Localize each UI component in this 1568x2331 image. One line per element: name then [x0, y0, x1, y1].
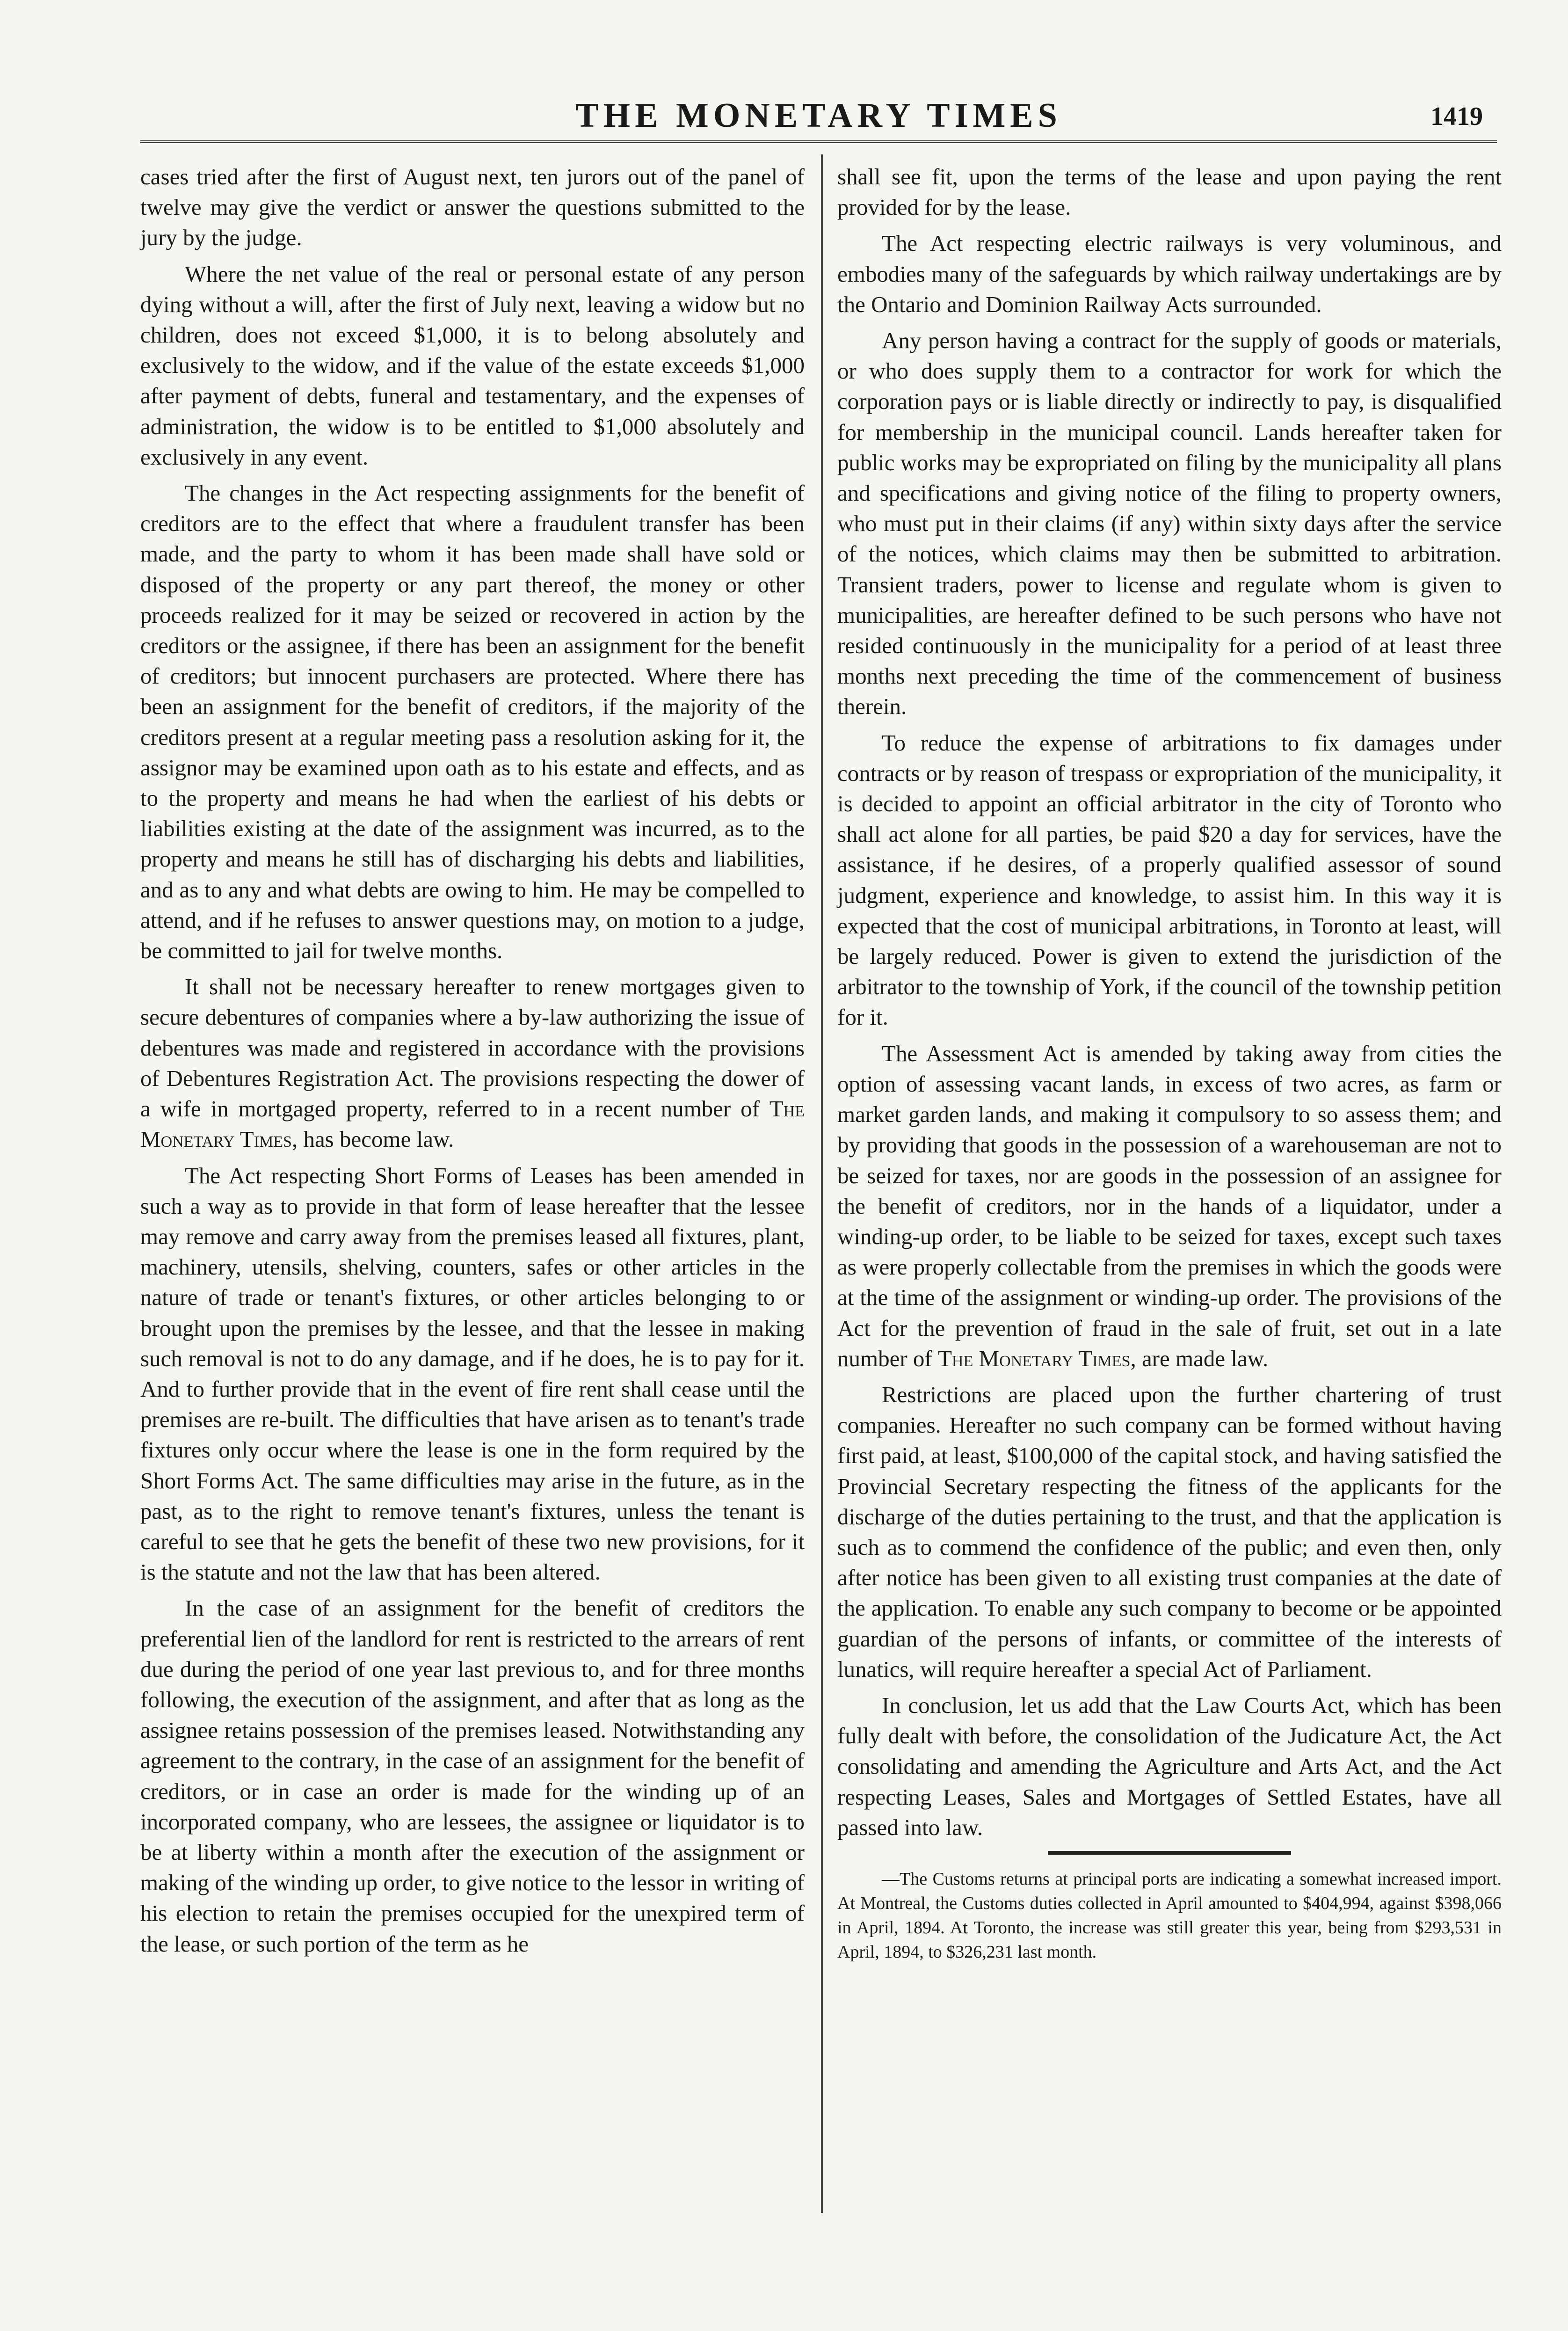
customs-note: —The Customs returns at principal ports are indicating a somewhat increased import. At Montreal, the Customs duties collected in April amounted to $404,994, against $398,066 in April, 1894. At Toronto, the increase was still greater this year, being from $293,531 in April, 1894, to $326,231 last month. — [837, 1869, 1502, 1962]
page-number: 1419 — [1430, 102, 1483, 131]
paragraph: Any person having a contract for the supply of goods or materials, or who does supply them to a contractor for work for which the corporation pays or is liable directly or indirectly to pay, is disqualified for membership in the municipal council. Lands hereafter taken for public works may be expropriated on filing by the municipality all plans and specifications and giving notice of the filing to property owners, who must put in their claims (if any) within sixty days after the service of the notices, which claims may then be submitted to arbitration. Transient traders, power to license and regulate whom is given to municipalities, are hereafter defined to be such persons who have not resided continuously in the municipality for a period of at least three months next preceding the time of the commencement of business therein. — [837, 328, 1502, 720]
paragraph: Where the net value of the real or personal estate of any person dying without a will, after the first of July next, leaving a widow but no children, does not exceed $1,000, it is to belong absolutely and exclusively to the widow, and if the value of the estate exceeds $1,000 after payment of debts, funeral and testamentary, and the expenses of administration, the widow is to be entitled to $1,000 absolutely and exclusively in any event. — [140, 261, 805, 470]
paragraph-text: , has become law. — [291, 1126, 454, 1152]
paragraph: In the case of an assignment for the benefit of creditors the preferential lien of the landlord for rent is restricted to the arrears of rent due during the period of one year last previous to, and for three months following, the execution of the assignment, and after that as long as the assignee retains possession of the premises leased. Notwithstanding any agreement to the contrary, in the case of an assignment for the benefit of creditors, or in case an order is made for the winding up of an incorporated company, who are lessees, the assignee or liquidator is to be at liberty within a month after the execution of the assignment or making of the winding up order, to give notice to the lessor in writing of his election to retain the premises occupied for the unexpired term of the lease, or such portion of the term as he — [140, 1595, 805, 1957]
paragraph — [140, 971, 805, 1154]
paragraph-text: The Assessment Act is amended by taking away from cities the option of assessing vacant lands, in excess of two acres, as farm or market garden lands, and making it compulsory to so assess them; and by providing that goods in the possession of a warehouseman are not to be seized for taxes, nor are goods in the possession of an assignee for the benefit of creditors, nor in the hands of a liquidator, under a winding-up order, to be liable to be seized for taxes, except such taxes as were properly collectable from the premises in which the goods were at the time of the assignment or winding-up order. The provisions of the Act for the prevention of fraud in the sale of fruit, set out in a late number of — [837, 1040, 1502, 1371]
paragraph: To reduce the expense of arbitrations to fix damages under contracts or by reason of trespass or expropriation of the municipality, it is decided to appoint an official arbitrator in the city of Toronto who shall act alone for all parties, be paid $20 a day for services, have the assistance, if he desires, of a properly qualified assessor of sound judgment, experience and knowledge, to assist him. In this way it is expected that the cost of municipal arbitrations, in Toronto at least, will be largely reduced. Power is given to extend the jurisdiction of the arbitrator to the township of York, if the council of the township petition for it. — [837, 729, 1502, 1030]
right-column — [837, 161, 1502, 1970]
paragraph: The Act respecting Short Forms of Leases has been amended in such a way as to provide in that form of lease hereafter that the lessee may remove and carry away from the premises leased all fixtures, plant, machinery, utensils, shelving, counters, safes or other articles in the nature of trade or tenant's fixtures, or other articles belonging to or brought upon the premises by the lessee, and that the lessee in making such removal is not to do any damage, and if he does, he is to pay for it. And to further provide that in the event of fire rent shall cease until the premises are re-built. The difficulties that have arisen as to tenant's trade fixtures only occur where the lease is one in the form required by the Short Forms Act. The same difficulties may arise in the future, as in the past, as to the right to remove tenant's fixtures, unless the tenant is careful to see that he gets the benefit of these two new provisions, for it is the statute and not the law that has been altered. — [140, 1162, 805, 1585]
paragraph: In conclusion, let us add that the Law Courts Act, which has been fully dealt with before, the consolidation of the Judicature Act, the Act consolidating and amending the Agriculture and Arts Act, and the Act respecting Leases, Sales and Mortgages of Settled Estates, have all passed into law. — [837, 1692, 1502, 1840]
paragraph: cases tried after the first of August next, ten jurors out of the panel of twelve may give the verdict or answer the questions submitted to the jury by the judge. — [140, 164, 805, 251]
header-rule — [140, 140, 1497, 143]
section-divider — [1048, 1851, 1291, 1855]
column-divider — [821, 154, 823, 2213]
paragraph: The changes in the Act respecting assignments for the benefit of creditors are to the effect that where a fraudulent transfer has been made, and the party to whom it has been made shall have sold or disposed of the property or any part thereof, the money or other proceeds realized for it may be seized or recovered in action by the creditors or the assignee, if there has been an assignment for the benefit of creditors; but innocent purchasers are protected. Where there has been an assignment for the benefit of creditors, if the majority of the creditors present at a regular meeting pass a resolution asking for it, the assignor may be examined upon oath as to his estate and effects, and as to the property and means he had when the earliest of his debts or liabilities existing at the date of the assignment was incurred, as to the property and means he still has of discharging his debts and liabilities, and as to any and what debts are owing to him. He may be compelled to attend, and if he refuses to answer questions may, on motion to a judge, be committed to jail for twelve months. — [140, 480, 805, 964]
publication-title: THE MONETARY TIMES — [575, 96, 1062, 135]
paragraph-text: It shall not be necessary hereafter to renew mortgages given to secure debentures of companies where a by-law authorizing the issue of debentures was made and registered in accordance with the provisions of Debentures Registration Act. The provisions respecting the dower of a wife in mortgaged property, referred to in a recent number of — [140, 974, 805, 1122]
masthead — [140, 96, 1497, 147]
paragraph-text: , are made law. — [1130, 1345, 1269, 1371]
paragraph: The Act respecting electric railways is very voluminous, and embodies many of the safeguards by which railway undertakings are by the Ontario and Dominion Railway Acts surrounded. — [837, 230, 1502, 317]
publication-name: The Monetary Times — [938, 1345, 1131, 1371]
publication-name: The Monetary Times — [140, 1096, 805, 1152]
paragraph: Restrictions are placed upon the further chartering of trust companies. Hereafter no such company can be formed without having first paid, at least, $100,000 of the capital stock, and having satisfied the Provincial Secretary respecting the fitness of the applicants for the discharge of the duties pertaining to the trust, and that the application is such as to commend the confidence of the public; and even then, only after notice has been given to all existing trust companies at the date of the application. To enable any such company to become or be appointed guardian of the persons of infants, or committee of the interests of lunatics, will require hereafter a special Act of Parliament. — [837, 1381, 1502, 1682]
left-column — [140, 161, 805, 1965]
paragraph — [837, 1038, 1502, 1374]
paragraph: shall see fit, upon the terms of the lease and upon paying the rent provided for by the lease. — [837, 164, 1502, 220]
